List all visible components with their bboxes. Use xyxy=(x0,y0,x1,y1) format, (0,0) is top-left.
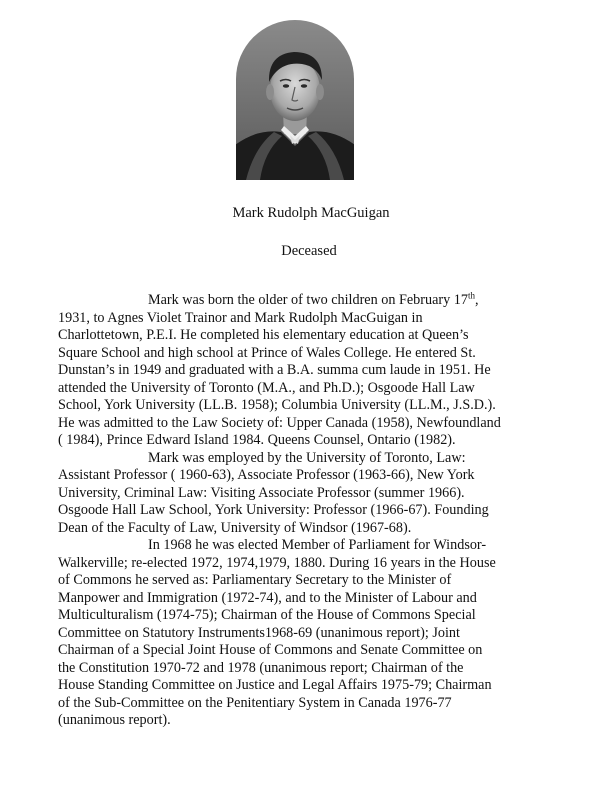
text-line: of the Sub-Committee on the Penitentiary System in Canada 1976-77 xyxy=(58,694,452,711)
text-line: Manpower and Immigration (1972-74), and to the Minister of Labour and xyxy=(58,589,477,606)
text-line: of Commons he served as: Parliamentary Secretary to the Minister of xyxy=(58,572,452,588)
text-line: House Standing Committee on Justice and Legal Affairs 1975-79; Chairman xyxy=(58,677,492,693)
ordinal-suffix: th xyxy=(467,290,475,301)
text-line: attended the University of Toronto (M.A., and Ph.D.); Osgoode Hall Law xyxy=(58,379,475,396)
text-line: University, Criminal Law: Visiting Associate Professor (summer 1966). xyxy=(58,484,465,501)
text-line: Assistant Professor ( 1960-63), Associate Professor (1963-66), New York xyxy=(58,467,475,483)
text-line: School, York University (LL.B. 1958); Columbia University (LL.M., J.S.D.). xyxy=(58,397,496,413)
text-line: In 1968 he was elected Member of Parliament for Windsor- xyxy=(148,537,487,553)
text-line: ( 1984), Prince Edward Island 1984. Queens Counsel, Ontario (1982). xyxy=(58,432,456,448)
text-line: Chairman of a Special Joint House of Commons and Senate Committee on xyxy=(58,642,483,658)
text-line: Multiculturalism (1974-75); Chairman of the House of Commons Special xyxy=(58,607,476,623)
text-line: Mark was born the older of two children on February 17th, xyxy=(148,290,479,308)
text-line: (unanimous report). xyxy=(58,712,171,728)
paragraph-birth-education xyxy=(58,292,568,450)
text-line: Osgoode Hall Law School, York University: Professor (1966-67). Founding xyxy=(58,502,489,518)
status-label: Deceased xyxy=(281,243,337,259)
paragraph-parliament xyxy=(58,537,568,730)
biography-text xyxy=(58,292,568,730)
text-line: Charlottetown, P.E.I. He completed his elementary education at Queen’s xyxy=(58,327,469,343)
portrait-photo xyxy=(236,20,354,180)
text-line: Walkerville; re-elected 1972, 1974,1979, 1880. During 16 years in the House xyxy=(58,554,496,571)
text-line: He was admitted to the Law Society of: Upper Canada (1958), Newfoundland xyxy=(58,414,501,431)
text-line: Dunstan’s in 1949 and graduated with a B.A. summa cum laude in 1951. He xyxy=(58,362,491,378)
text-line: the Constitution 1970-72 and 1978 (unanimous report; Chairman of the xyxy=(58,659,464,676)
paragraph-employment xyxy=(58,450,568,538)
text-line: Mark was employed by the University of Toronto, Law: xyxy=(148,449,466,466)
person-name: Mark Rudolph MacGuigan xyxy=(232,205,390,221)
text-line: Committee on Statutory Instruments1968-69 (unanimous report); Joint xyxy=(58,624,460,641)
text-line: Dean of the Faculty of Law, University of Windsor (1967-68). xyxy=(58,519,412,536)
text-line: Square School and high school at Prince of Wales College. He entered St. xyxy=(58,344,476,361)
text-line: 1931, to Agnes Violet Trainor and Mark Rudolph MacGuigan in xyxy=(58,309,423,326)
